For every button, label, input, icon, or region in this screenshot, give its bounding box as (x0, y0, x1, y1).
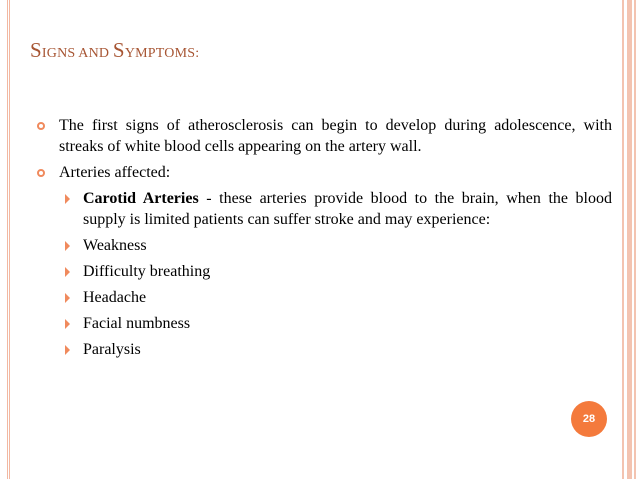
page-number-badge: 28 (571, 401, 607, 437)
triangle-bullet-icon (65, 267, 70, 277)
carotid-label: Carotid Arteries (83, 190, 199, 207)
triangle-bullet-icon (65, 293, 70, 303)
carotid-text: - these arteries provide blood to the brain, when the blood supply is limited patients can suffer stroke and may experience: (83, 190, 612, 228)
bullet-item (37, 115, 612, 157)
sub-bullet-item (37, 235, 612, 256)
sub-bullet-item (37, 339, 612, 360)
bullet-item (37, 162, 612, 183)
triangle-bullet-icon (65, 194, 70, 204)
triangle-bullet-icon (65, 319, 70, 329)
symptom-text: Facial numbness (83, 315, 191, 332)
bullet-text: Arteries affected: (59, 164, 171, 181)
triangle-bullet-icon (65, 241, 70, 251)
sub-bullet-item (37, 287, 612, 308)
sub-bullet-item (37, 261, 612, 282)
left-border-decoration (7, 0, 10, 479)
sub-bullet-item (37, 313, 612, 334)
circle-bullet-icon (37, 122, 45, 130)
symptom-text: Difficulty breathing (83, 263, 211, 280)
slide-title: SIGNS AND SYMPTOMS: (30, 38, 200, 62)
triangle-bullet-icon (65, 345, 70, 355)
slide-content (37, 115, 612, 365)
symptom-text: Paralysis (83, 341, 141, 358)
symptom-text: Weakness (83, 237, 147, 254)
symptom-text: Headache (83, 289, 147, 306)
right-border-decoration (618, 0, 638, 479)
bullet-text: The first signs of atherosclerosis can begin to develop during adolescence, with streaks of white blood cells appearing on the artery wall. (59, 117, 612, 155)
circle-bullet-icon (37, 169, 45, 177)
sub-bullet-item (37, 188, 612, 230)
